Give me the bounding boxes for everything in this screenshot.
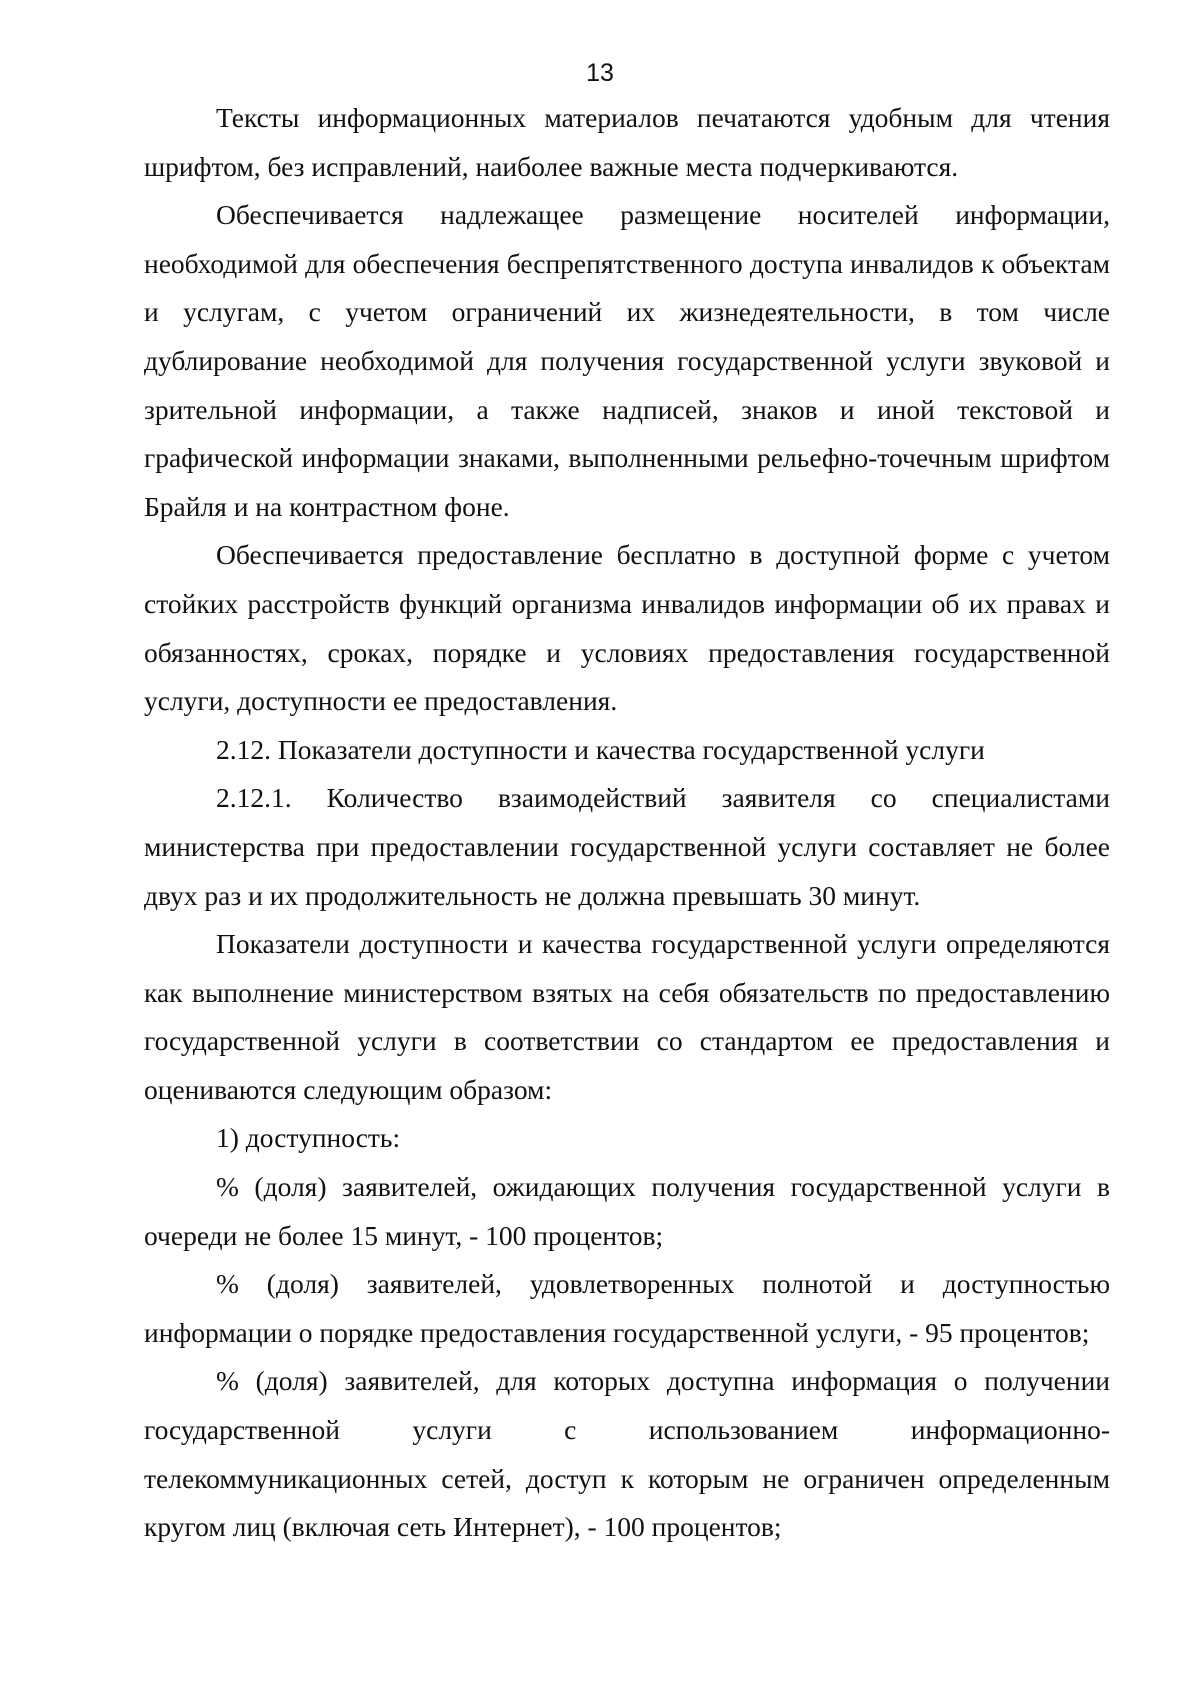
paragraph-info-materials-font: Тексты информационных материалов печатаются удобным для чтения шрифтом, без исправлений, наиболее важные места подчеркиваются. <box>144 102 1110 182</box>
paragraph-free-accessible-info: Обеспечивается предоставление бесплатно в доступной форме с учетом стойких расстройств функций организма инвалидов информации об их правах и обязанностях, сроках, порядке и условиях предоставления государственной услуги, доступности ее предоставления. <box>144 539 1110 717</box>
list-heading-accessibility: 1) доступность: <box>216 1122 401 1154</box>
paragraph-indicators-evaluation: Показатели доступности и качества государственной услуги определяются как выполнение министерством взятых на себя обязательств по предоставлению государственной услуги в соответствии со стандартом ее предоставления и оцениваются следующим образом: <box>144 928 1110 1105</box>
paragraph-info-carriers-placement: Обеспечивается надлежащее размещение носителей информации, необходимой для обеспечения беспрепятственного доступа инвалидов к объектам и услугам, с учетом ограничений их жизнедеятельности, в том числе дублирование необходимой для получения государственной услуги звуковой и зрительной информации, а также надписей, знаков и иной текстовой и графической информации знаками, выполненными рельефно-точечным шрифтом Брайля и на контрастном фоне. <box>144 199 1110 522</box>
paragraph-2-12-1-interactions: 2.12.1. Количество взаимодействий заявителя со специалистами министерства при предоставлении государственной услуги составляет не более двух раз и их продолжительность не должна превышать 30 минут. <box>144 782 1110 911</box>
list-item-online-info-share: % (доля) заявителей, для которых доступна информация о получении государственной услуги с использованием информационно-телекоммуникационных сетей, доступ к которым не ограничен определенным кругом лиц (включая сеть Интернет), - 100 процентов; <box>144 1365 1110 1543</box>
list-item-queue-share: % (доля) заявителей, ожидающих получения государственной услуги в очереди не более 15 минут, - 100 процентов; <box>144 1171 1110 1251</box>
page-number: 13 <box>586 59 614 87</box>
section-heading-2-12: 2.12. Показатели доступности и качества государственной услуги <box>216 733 985 765</box>
list-item-satisfied-share: % (доля) заявителей, удовлетворенных полнотой и доступностью информации о порядке предоставления государственной услуги, - 95 процентов; <box>144 1268 1110 1348</box>
document-body <box>144 94 1110 1552</box>
